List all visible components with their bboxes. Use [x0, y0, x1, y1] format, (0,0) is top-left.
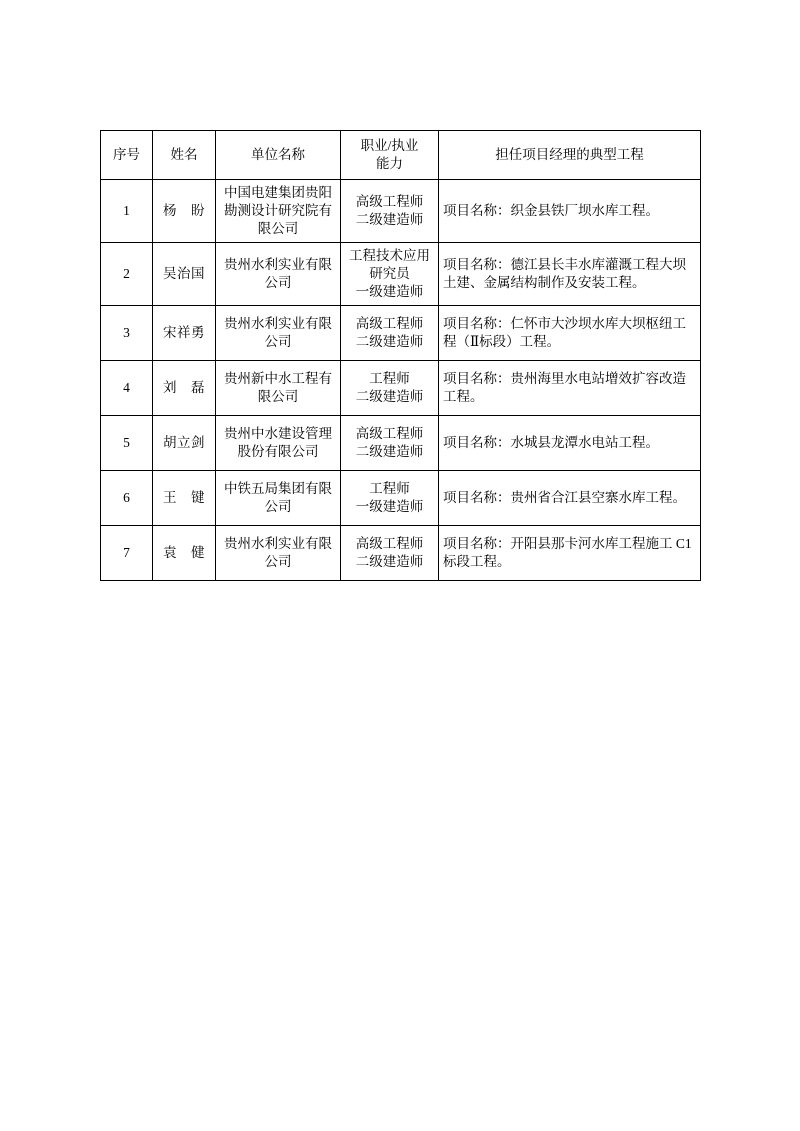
cell-name: 吴治国 [153, 243, 216, 306]
cell-qualification [341, 180, 439, 243]
cell-unit: 贵州新中水工程有限公司 [216, 361, 341, 416]
cell-project: 项目名称：德江县长丰水库灌溉工程大坝土建、金属结构制作及安装工程。 [439, 243, 701, 306]
header-cell-project: 担任项目经理的典型工程 [439, 131, 701, 180]
cell-unit: 贵州中水建设管理股份有限公司 [216, 416, 341, 471]
header-cell-name: 姓名 [153, 131, 216, 180]
cell-unit: 贵州水利实业有限公司 [216, 526, 341, 581]
cell-qualification-line1: 高级工程师 [355, 426, 424, 442]
cell-name: 袁 健 [153, 526, 216, 581]
cell-no: 5 [101, 416, 153, 471]
table-row [101, 471, 701, 526]
cell-no: 2 [101, 243, 153, 306]
cell-qualification [341, 416, 439, 471]
table-row [101, 526, 701, 581]
header-qualification-line1: 职业/执业 [360, 138, 419, 154]
table-header [101, 131, 701, 180]
cell-qualification [341, 306, 439, 361]
cell-qualification-line2: 二级建造师 [355, 389, 424, 404]
cell-qualification-line2: 一级建造师 [355, 283, 424, 299]
cell-project: 项目名称：贵州海里水电站增效扩容改造工程。 [439, 361, 701, 416]
cell-qualification-line1: 工程技术应用研究员 [349, 248, 430, 282]
cell-qualification-line1: 高级工程师 [355, 316, 424, 332]
table-row [101, 243, 701, 306]
project-manager-table [100, 130, 701, 581]
cell-qualification-line1: 工程师 [369, 481, 410, 497]
header-qualification-line2: 能力 [376, 156, 403, 171]
cell-name: 刘 磊 [153, 361, 216, 416]
cell-project: 项目名称：贵州省合江县空寨水库工程。 [439, 471, 701, 526]
header-cell-unit: 单位名称 [216, 131, 341, 180]
cell-qualification-line2: 二级建造师 [355, 554, 424, 569]
cell-qualification-line1: 工程师 [369, 371, 410, 387]
cell-name: 王 键 [153, 471, 216, 526]
table-header-row [101, 131, 701, 180]
cell-name: 胡立剑 [153, 416, 216, 471]
cell-project: 项目名称：开阳县那卡河水库工程施工 C1 标段工程。 [439, 526, 701, 581]
cell-qualification [341, 526, 439, 581]
cell-name: 宋祥勇 [153, 306, 216, 361]
cell-no: 3 [101, 306, 153, 361]
cell-qualification-line2: 二级建造师 [355, 334, 424, 349]
cell-qualification-line2: 二级建造师 [355, 444, 424, 459]
cell-unit: 中铁五局集团有限公司 [216, 471, 341, 526]
cell-project: 项目名称：织金县铁厂坝水库工程。 [439, 180, 701, 243]
cell-qualification-line2: 一级建造师 [355, 499, 424, 514]
cell-qualification [341, 471, 439, 526]
header-cell-qualification [341, 131, 439, 180]
cell-project: 项目名称：水城县龙潭水电站工程。 [439, 416, 701, 471]
cell-name: 杨 盼 [153, 180, 216, 243]
table-body [101, 180, 701, 581]
header-cell-no: 序号 [101, 131, 153, 180]
table-row [101, 361, 701, 416]
table-row [101, 306, 701, 361]
cell-unit: 中国电建集团贵阳勘测设计研究院有限公司 [216, 180, 341, 243]
table-row [101, 416, 701, 471]
cell-no: 1 [101, 180, 153, 243]
cell-project: 项目名称：仁怀市大沙坝水库大坝枢纽工程（Ⅱ标段）工程。 [439, 306, 701, 361]
cell-no: 6 [101, 471, 153, 526]
cell-unit: 贵州水利实业有限公司 [216, 243, 341, 306]
cell-qualification [341, 243, 439, 306]
cell-qualification-line2: 二级建造师 [355, 212, 424, 227]
cell-no: 7 [101, 526, 153, 581]
project-manager-table-container [100, 130, 700, 581]
cell-qualification-line1: 高级工程师 [355, 194, 424, 210]
table-row [101, 180, 701, 243]
cell-qualification [341, 361, 439, 416]
cell-unit: 贵州水利实业有限公司 [216, 306, 341, 361]
cell-no: 4 [101, 361, 153, 416]
cell-qualification-line1: 高级工程师 [355, 536, 424, 552]
